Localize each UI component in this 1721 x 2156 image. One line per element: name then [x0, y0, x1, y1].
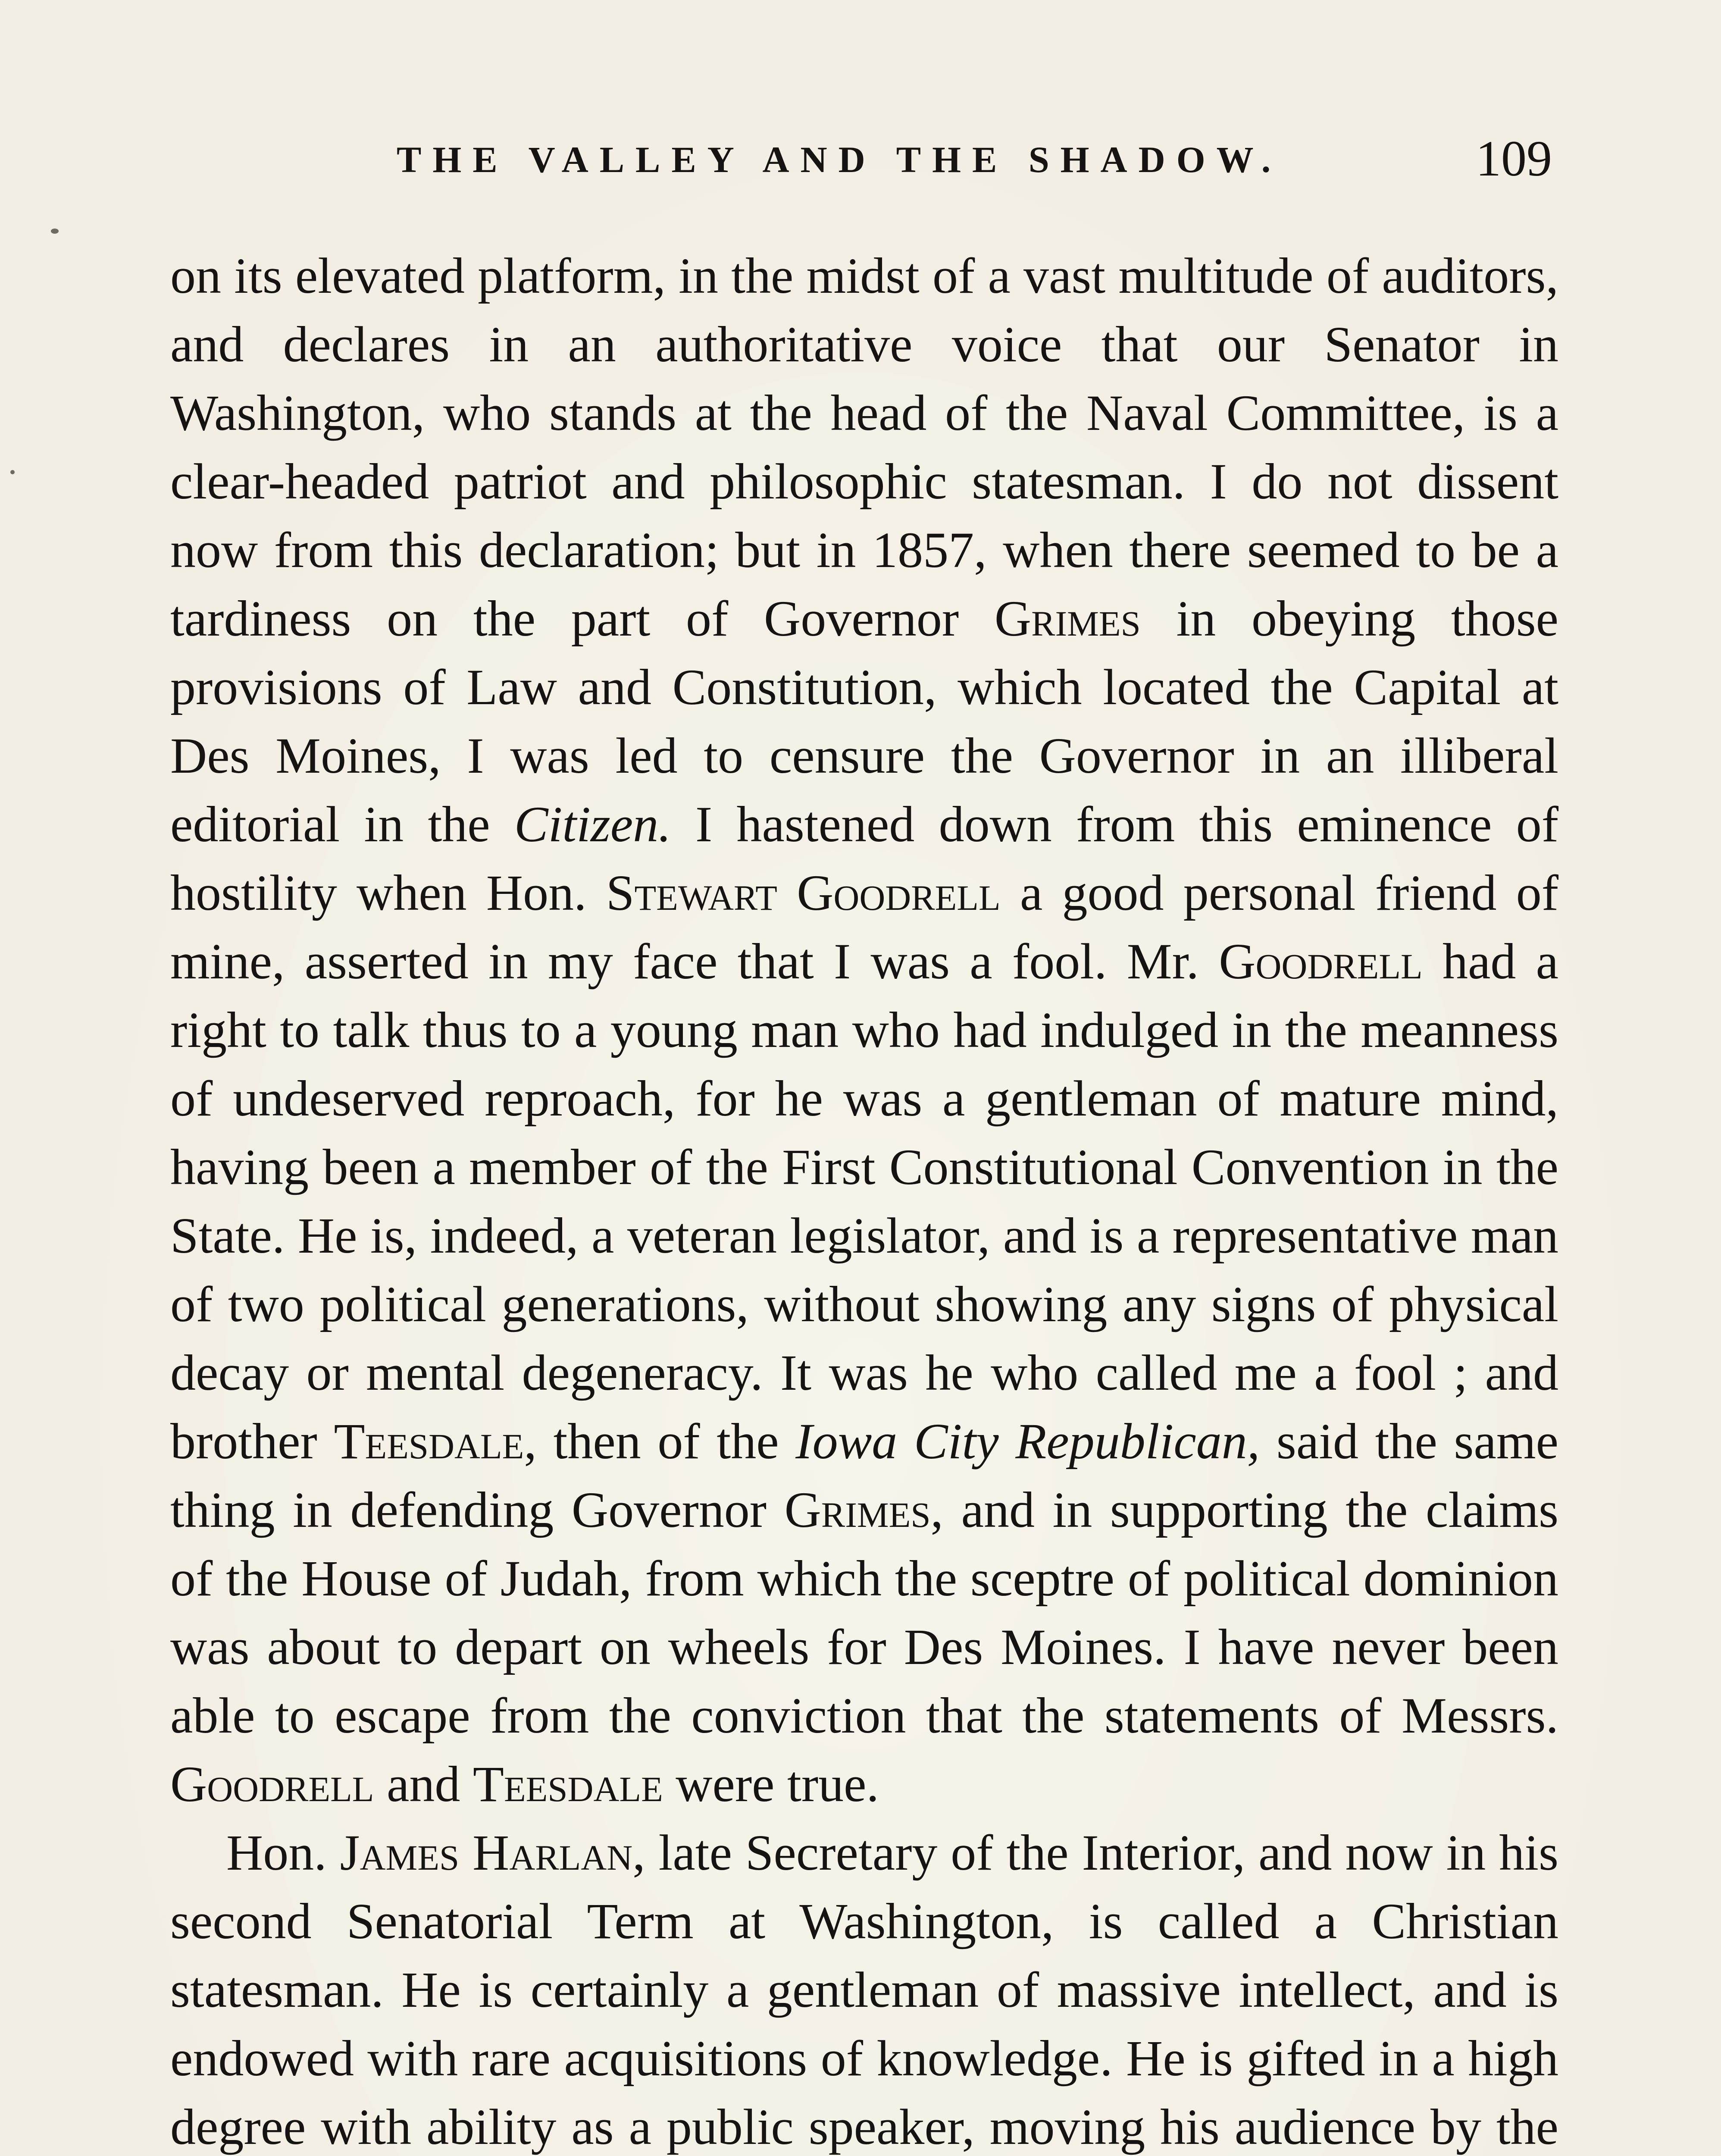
paragraph — [170, 241, 1558, 1818]
text-run: had a right to talk thus to a young man who had indulged in the meanness of undeserved reproach, for he was a gentleman of mature mind, having been a member of the First Constitutional Convention in the State. He is, indeed, a veteran legislator, and is a representative man of two political generations, without showing any signs of physical decay or mental degeneracy. It was he who called me a fool ; and brother — [170, 933, 1558, 1470]
page-number: 109 — [1476, 130, 1552, 187]
title-citizen: Citizen. — [514, 796, 671, 852]
text-run: , and in supporting the claims of the House of Judah, from which the sceptre of political dominion was about to depart on wheels for Des Moines. I have never been able to escape from the conviction that the statements of Messrs. — [170, 1482, 1559, 1744]
paper-speck — [10, 470, 15, 474]
text-run: , late Secretary of the Interior, and now in his second Senatorial Term at Washington, is called a Christian statesman. He is certainly a gentleman of massive intellect, and is endowed with rare acquisitions of knowledge. He is gifted in a high degree with ability as a public speaker, moving his audience by the — [170, 1824, 1558, 2155]
text-run: and — [374, 1756, 473, 1812]
body-text — [170, 241, 1558, 2156]
title-iowa-city-republican: Iowa City Republican, — [795, 1413, 1260, 1470]
name-james-harlan: James Harlan — [340, 1824, 633, 1881]
text-run: on its elevated platform, in the midst of a vast multitude of auditors, and declares in an authoritative voice that our Senator in Washington, who stands at the head of the Naval Committee, is a clear-headed patriot and philosophic statesman. I do not dissent now from this declaration; but in 1857, when there seemed to be a tardiness on the part of Governor — [170, 248, 1558, 647]
text-run: I hastened down from this eminence of hostility when Hon. — [170, 796, 1558, 921]
running-head — [172, 129, 1552, 198]
running-head-title: THE VALLEY AND THE SHADOW. — [397, 139, 1282, 180]
name-goodrell: Goodrell — [170, 1756, 374, 1812]
paragraph — [170, 1818, 1558, 2156]
name-grimes: Grimes — [784, 1482, 931, 1538]
text-run: a good personal friend of mine, asserted in my face that I was a fool. Mr. — [170, 865, 1558, 990]
text-run: Hon. — [226, 1824, 340, 1881]
text-run: in obeying those provisions of Law and Constitution, which located the Capital at Des Moines, I was led to censure the Governor in an illiberal editorial in the — [170, 590, 1558, 852]
name-teesdale: Teesdale — [472, 1756, 663, 1812]
text-run: , then of the — [524, 1413, 796, 1470]
paper-speck — [51, 229, 59, 234]
text-run: said the same thing in defending Governor — [170, 1413, 1558, 1538]
name-goodrell: Goodrell — [1219, 933, 1423, 990]
text-run: were true. — [663, 1756, 879, 1812]
name-stewart-goodrell: Stewart Goodrell — [606, 865, 1001, 921]
name-grimes: Grimes — [994, 590, 1141, 647]
name-teesdale: Teesdale — [334, 1413, 524, 1470]
